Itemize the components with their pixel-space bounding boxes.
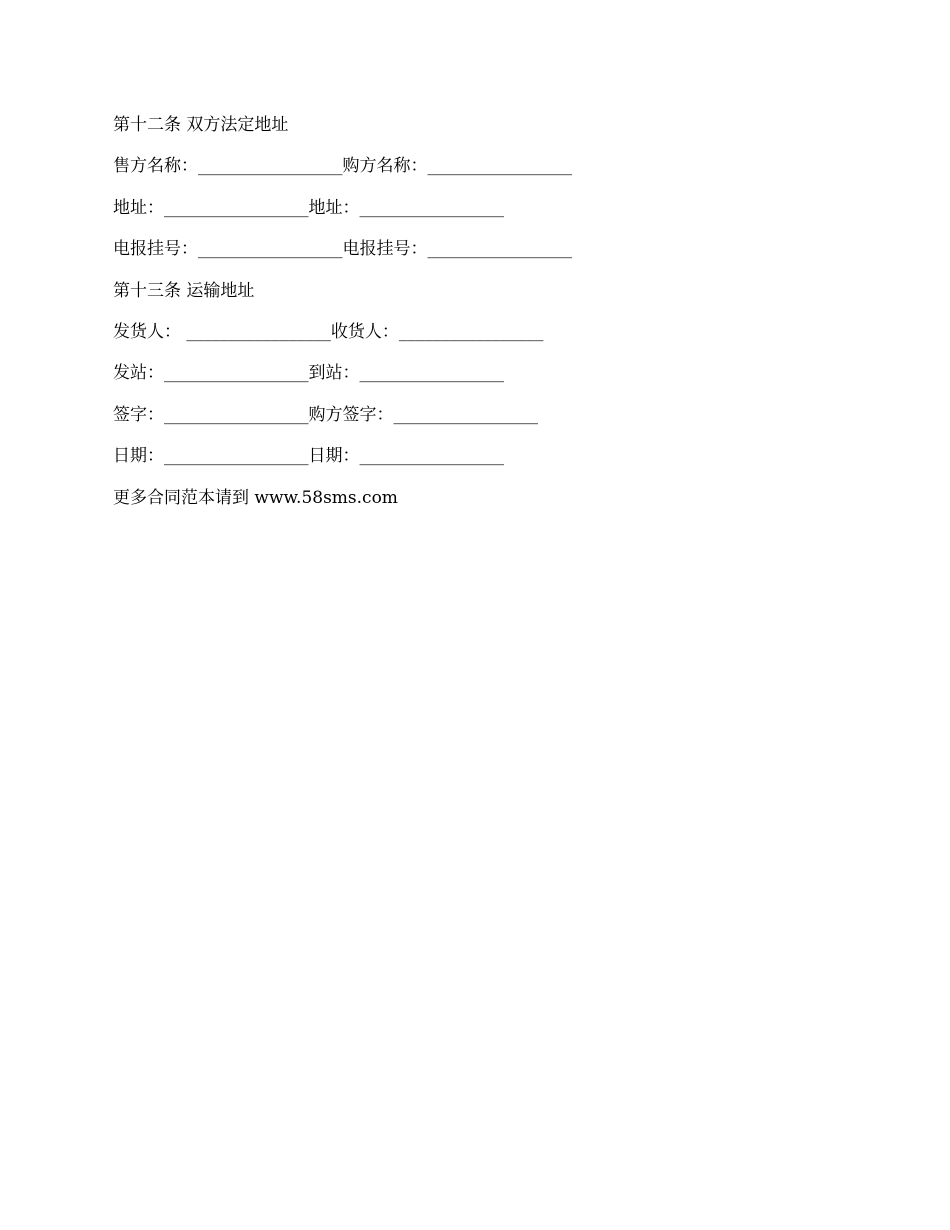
document-page (113, 111, 873, 525)
arrival-station-label: 到站： (308, 363, 360, 384)
buyer-name-label: 购方名称： (342, 156, 428, 177)
seller-signature-blank: _________________ (164, 404, 309, 425)
stations-row (113, 359, 873, 400)
arrival-station-blank: _________________ (359, 363, 504, 384)
article-12-heading-text: 第十二条 双方法定地址 (113, 115, 289, 135)
buyer-name-blank: _________________ (427, 156, 572, 177)
seller-telegraph-blank: _________________ (198, 239, 343, 260)
telegraph-row (113, 235, 873, 276)
footer-note (113, 484, 873, 525)
seller-telegraph-label: 电报挂号： (113, 239, 198, 260)
article-13-heading (113, 277, 873, 318)
seller-name-blank: _________________ (198, 156, 343, 177)
consignee-label: 收货人： (330, 321, 399, 342)
seller-signature-label: 签字： (113, 404, 164, 425)
buyer-date-label: 日期： (308, 446, 360, 467)
buyer-telegraph-label: 电报挂号： (342, 239, 428, 260)
consignee-blank: _________________ (398, 321, 544, 342)
buyer-date-blank: _________________ (359, 446, 504, 467)
seller-address-blank: _________________ (164, 197, 309, 218)
seller-address-label: 地址： (113, 197, 164, 218)
footer-note-text: 更多合同范本请到 www.58sms.com (113, 487, 398, 508)
signature-row (113, 401, 873, 442)
article-12-heading (113, 111, 873, 152)
article-13-heading-text: 第十三条 运输地址 (113, 280, 255, 301)
buyer-signature-blank: _________________ (393, 404, 538, 425)
buyer-telegraph-blank: _________________ (427, 239, 572, 260)
seller-date-blank: _________________ (164, 446, 309, 467)
seller-buyer-name-row (113, 152, 873, 193)
seller-name-label: 售方名称： (113, 156, 198, 177)
departure-station-label: 发站： (113, 363, 164, 384)
date-row (113, 442, 873, 483)
shipper-consignee-row (113, 318, 873, 359)
departure-station-blank: _________________ (164, 363, 309, 384)
buyer-address-label: 地址： (308, 197, 360, 218)
address-row (113, 194, 873, 235)
shipper-blank: _________________ (186, 321, 331, 342)
seller-date-label: 日期： (113, 446, 164, 467)
buyer-signature-label: 购方签字： (308, 404, 394, 425)
shipper-label: 发货人： (113, 321, 187, 342)
buyer-address-blank: _________________ (359, 197, 504, 218)
